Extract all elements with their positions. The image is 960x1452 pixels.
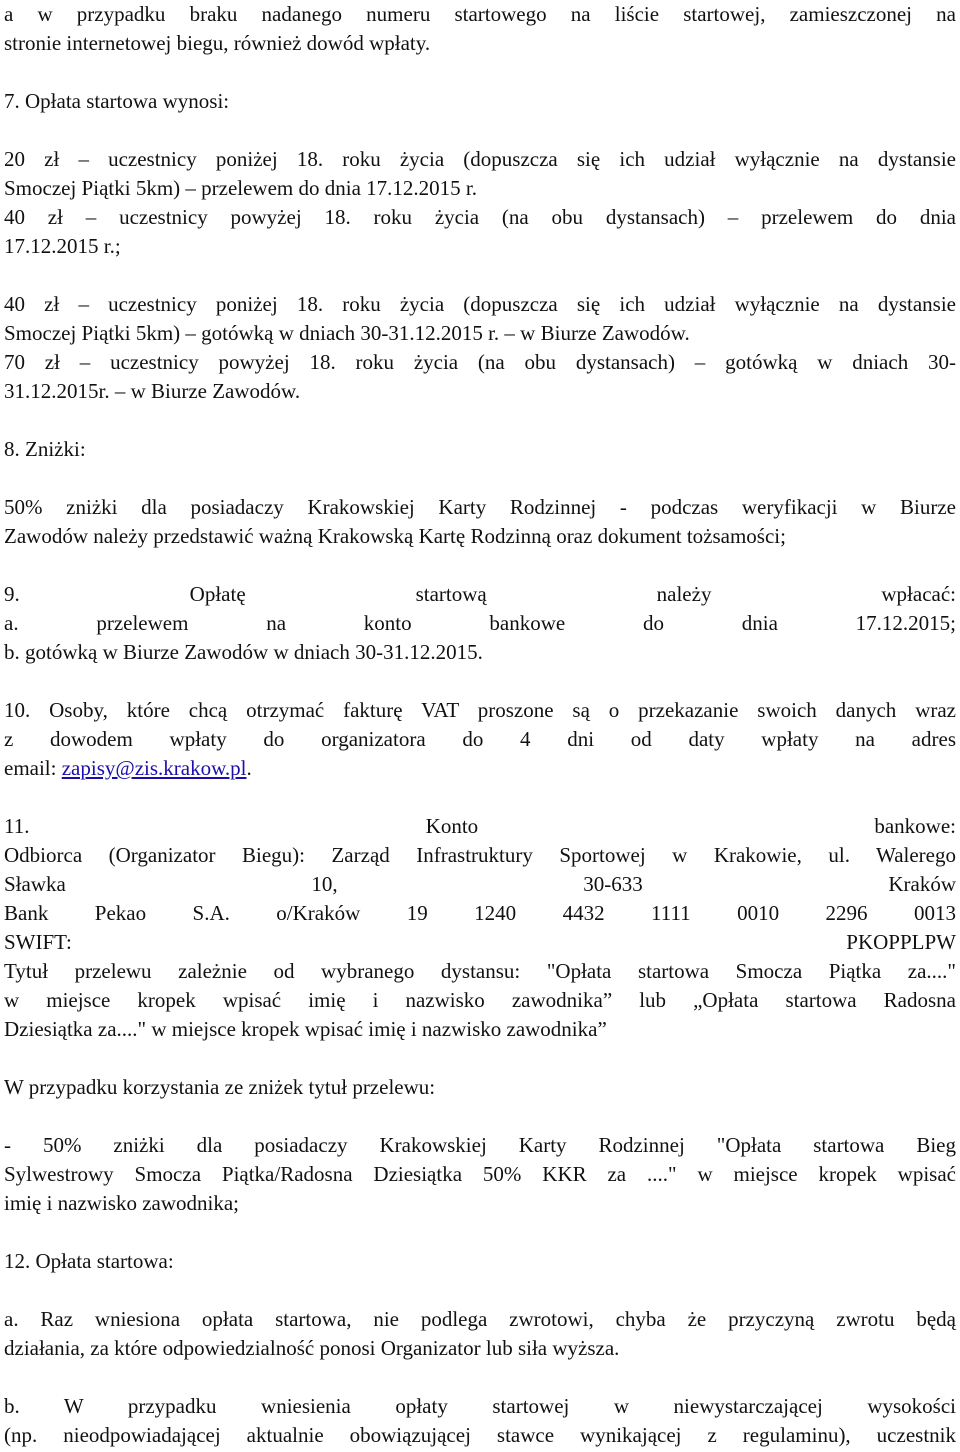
section-heading-9: 9. Opłatę startową należy wpłacać:	[4, 582, 956, 606]
text-line: (np. nieodpowiadającej aktualnie obowiązującej stawce wynikającej z regulaminu), uczestnik	[4, 1423, 956, 1447]
email-link[interactable]: zapisy@zis.krakow.pl	[61, 756, 247, 780]
text-line: Bank Pekao S.A. o/Kraków 19 1240 4432 1111 0010 2296 0013	[4, 901, 956, 925]
section-heading-11: 11. Konto bankowe:	[4, 814, 956, 838]
text-line: Dziesiątka za...." w miejsce kropek wpisać imię i nazwisko zawodnika”	[4, 1017, 607, 1041]
text-line: 40 zł – uczestnicy poniżej 18. roku życia (dopuszcza się ich udział wyłącznie na dystansie	[4, 292, 956, 316]
text-line: Smoczej Piątki 5km) – przelewem do dnia 17.12.2015 r.	[4, 176, 477, 200]
email-line	[4, 754, 956, 783]
text-line: w miejsce kropek wpisać imię i nazwisko zawodnika” lub „Opłata startowa Radosna	[4, 988, 956, 1012]
text-line: imię i nazwisko zawodnika;	[4, 1191, 240, 1215]
text-line: Sławka 10, 30-633 Kraków	[4, 872, 956, 896]
text-line: działania, za które odpowiedzialność ponosi Organizator lub siła wyższa.	[4, 1336, 620, 1360]
text-line: W przypadku korzystania ze zniżek tytuł przelewu:	[4, 1075, 436, 1099]
section-heading-8: 8. Zniżki:	[4, 437, 86, 461]
text-line: SWIFT: PKOPPLPW	[4, 930, 956, 954]
section-heading-10: 10. Osoby, które chcą otrzymać fakturę VAT proszone są o przekazanie swoich danych wraz	[4, 698, 956, 722]
email-label: email:	[4, 756, 62, 780]
text-line: Tytuł przelewu zależnie od wybranego dystansu: "Opłata startowa Smocza Piątka za...."	[4, 959, 956, 983]
section-heading-7: 7. Opłata startowa wynosi:	[4, 89, 230, 113]
email-period: .	[246, 756, 252, 780]
text-line: 31.12.2015r. – w Biurze Zawodów.	[4, 379, 301, 403]
text-line: 17.12.2015 r.;	[4, 234, 121, 258]
text-line: Odbiorca (Organizator Biegu): Zarząd Infrastruktury Sportowej w Krakowie, ul. Walerego	[4, 843, 956, 867]
text-line: Smoczej Piątki 5km) – gotówką w dniach 30-31.12.2015 r. – w Biurze Zawodów.	[4, 321, 690, 345]
text-line: a w przypadku braku nadanego numeru startowego na liście startowej, zamieszczonej na	[4, 2, 956, 26]
text-line: 70 zł – uczestnicy powyżej 18. roku życia (na obu dystansach) – gotówką w dniach 30-	[4, 350, 956, 374]
text-line: b. W przypadku wniesienia opłaty startowej w niewystarczającej wysokości	[4, 1394, 956, 1418]
text-line: 50% zniżki dla posiadaczy Krakowskiej Karty Rodzinnej - podczas weryfikacji w Biurze	[4, 495, 956, 519]
text-line: 20 zł – uczestnicy poniżej 18. roku życia (dopuszcza się ich udział wyłącznie na dystansie	[4, 147, 956, 171]
section-heading-12: 12. Opłata startowa:	[4, 1249, 174, 1273]
text-line: 40 zł – uczestnicy powyżej 18. roku życia (na obu dystansach) – przelewem do dnia	[4, 205, 956, 229]
text-line: b. gotówką w Biurze Zawodów w dniach 30-31.12.2015.	[4, 640, 483, 664]
text-line: - 50% zniżki dla posiadaczy Krakowskiej Karty Rodzinnej "Opłata startowa Bieg	[4, 1133, 956, 1157]
text-line: stronie internetowej biegu, również dowód wpłaty.	[4, 31, 431, 55]
text-line: Zawodów należy przedstawić ważną Krakowską Kartę Rodzinną oraz dokument tożsamości;	[4, 524, 786, 548]
text-line: z dowodem wpłaty do organizatora do 4 dni od daty wpłaty na adres	[4, 727, 956, 751]
text-line: a. Raz wniesiona opłata startowa, nie podlega zwrotowi, chyba że przyczyną zwrotu będą	[4, 1307, 956, 1331]
text-line: Sylwestrowy Smocza Piątka/Radosna Dziesiątka 50% KKR za ...." w miejsce kropek wpisać	[4, 1162, 956, 1186]
text-line: a. przelewem na konto bankowe do dnia 17.12.2015;	[4, 611, 956, 635]
